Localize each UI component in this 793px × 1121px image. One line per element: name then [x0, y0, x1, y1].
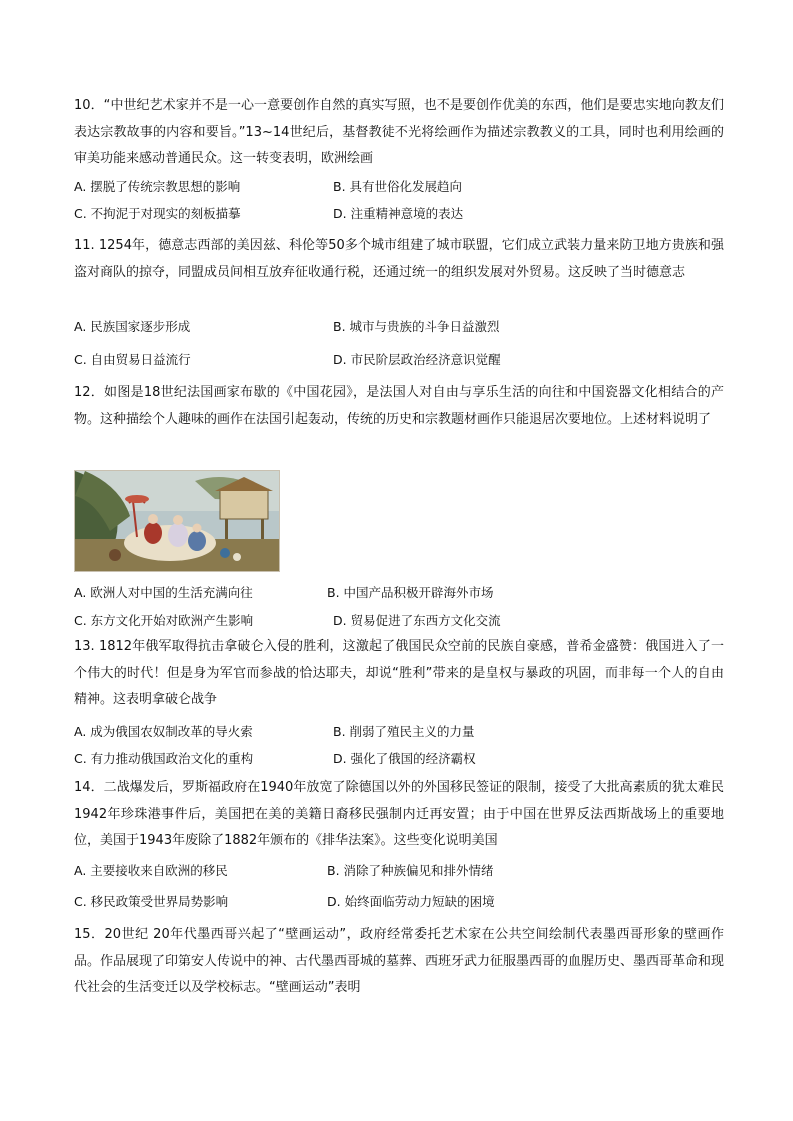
painting-chinese-garden-icon: [75, 471, 279, 571]
question-14-option-c: C. 移民政策受世界局势影响: [74, 894, 229, 909]
question-10-option-a: A. 摆脱了传统宗教思想的影响: [74, 179, 241, 194]
question-14-option-d: D. 始终面临劳动力短缺的困境: [327, 894, 495, 909]
question-11-option-b: B. 城市与贵族的斗争日益激烈: [333, 319, 500, 334]
question-12-option-a: A. 欧洲人对中国的生活充满向往: [74, 585, 253, 600]
question-13-stem: 13. 1812年俄军取得抗击拿破仑入侵的胜利，这激起了俄国民众空前的民族自豪感，普希金盛赞：俄国进入了一个伟大的时代！但是身为军官而参战的恰达耶夫，却说“胜利”带来的是皇权与暴政的巩固，而非每一个人的自由精神。这表明拿破仑战争: [74, 639, 724, 707]
question-11-option-d: D. 市民阶层政治经济意识觉醒: [333, 352, 501, 367]
question-14-option-b: B. 消除了种族偏见和排外情绪: [327, 863, 494, 878]
question-10-option-d: D. 注重精神意境的表达: [333, 206, 464, 221]
question-13-option-a: A. 成为俄国农奴制改革的导火索: [74, 724, 253, 739]
question-13-option-d: D. 强化了俄国的经济霸权: [333, 751, 476, 766]
chinese-garden-painting: [74, 470, 280, 572]
question-14-stem: 14．二战爆发后，罗斯福政府在1940年放宽了除德国以外的外国移民签证的限制，接受了大批高素质的犹太难民 1942年珍珠港事件后，美国把在美的美籍日裔移民强制内迁再安置；由于中国在世界反法西斯战场上的重要地位，美国于1943年废除了1882年颁布的《排华法案》。这些变化说明美国: [74, 780, 724, 848]
question-10-stem: 10．“中世纪艺术家并不是一心一意要创作自然的真实写照，也不是要创作优美的东西，他们是要忠实地向教友们表达宗教故事的内容和要旨。”13~14世纪后，基督教徒不光将绘画作为描述宗教教义的工具，同时也利用绘画的审美功能来感动普通民众。这一转变表明，欧洲绘画: [74, 98, 724, 166]
question-12-option-d: D. 贸易促进了东西方文化交流: [333, 613, 501, 628]
question-12-option-b: B. 中国产品积极开辟海外市场: [327, 585, 494, 600]
question-12-stem: 12．如图是18世纪法国画家布歇的《中国花园》，是法国人对自由与享乐生活的向往和中国瓷器文化相结合的产物。这种描绘个人趣味的画作在法国引起轰动，传统的历史和宗教题材画作只能退居次要地位。上述材料说明了: [74, 385, 724, 427]
question-10-option-c: C. 不拘泥于对现实的刻板描摹: [74, 206, 241, 221]
question-11-stem: 11. 1254年，德意志西部的美因兹、科伦等50多个城市组建了城市联盟，它们成立武装力量来防卫地方贵族和强盗对商队的掠夺，同盟成员间相互放弃征收通行税，还通过统一的组织发展对外贸易。这反映了当时德意志: [74, 238, 724, 280]
question-12-option-c: C. 东方文化开始对欧洲产生影响: [74, 613, 254, 628]
question-13-option-c: C. 有力推动俄国政治文化的重构: [74, 751, 254, 766]
question-11-option-a: A. 民族国家逐步形成: [74, 319, 191, 334]
question-13-option-b: B. 削弱了殖民主义的力量: [333, 724, 475, 739]
question-11-option-c: C. 自由贸易日益流行: [74, 352, 191, 367]
question-10-option-b: B. 具有世俗化发展趋向: [333, 179, 463, 194]
question-15-stem: 15．20世纪 20年代墨西哥兴起了“壁画运动”，政府经常委托艺术家在公共空间绘制代表墨西哥形象的壁画作品。作品展现了印第安人传说中的神、古代墨西哥城的墓葬、西班牙武力征服墨西哥的血腥历史、墨西哥革命和现代社会的生活变迁以及学校标志。“壁画运动”表明: [74, 927, 725, 995]
question-14-option-a: A. 主要接收来自欧洲的移民: [74, 863, 228, 878]
